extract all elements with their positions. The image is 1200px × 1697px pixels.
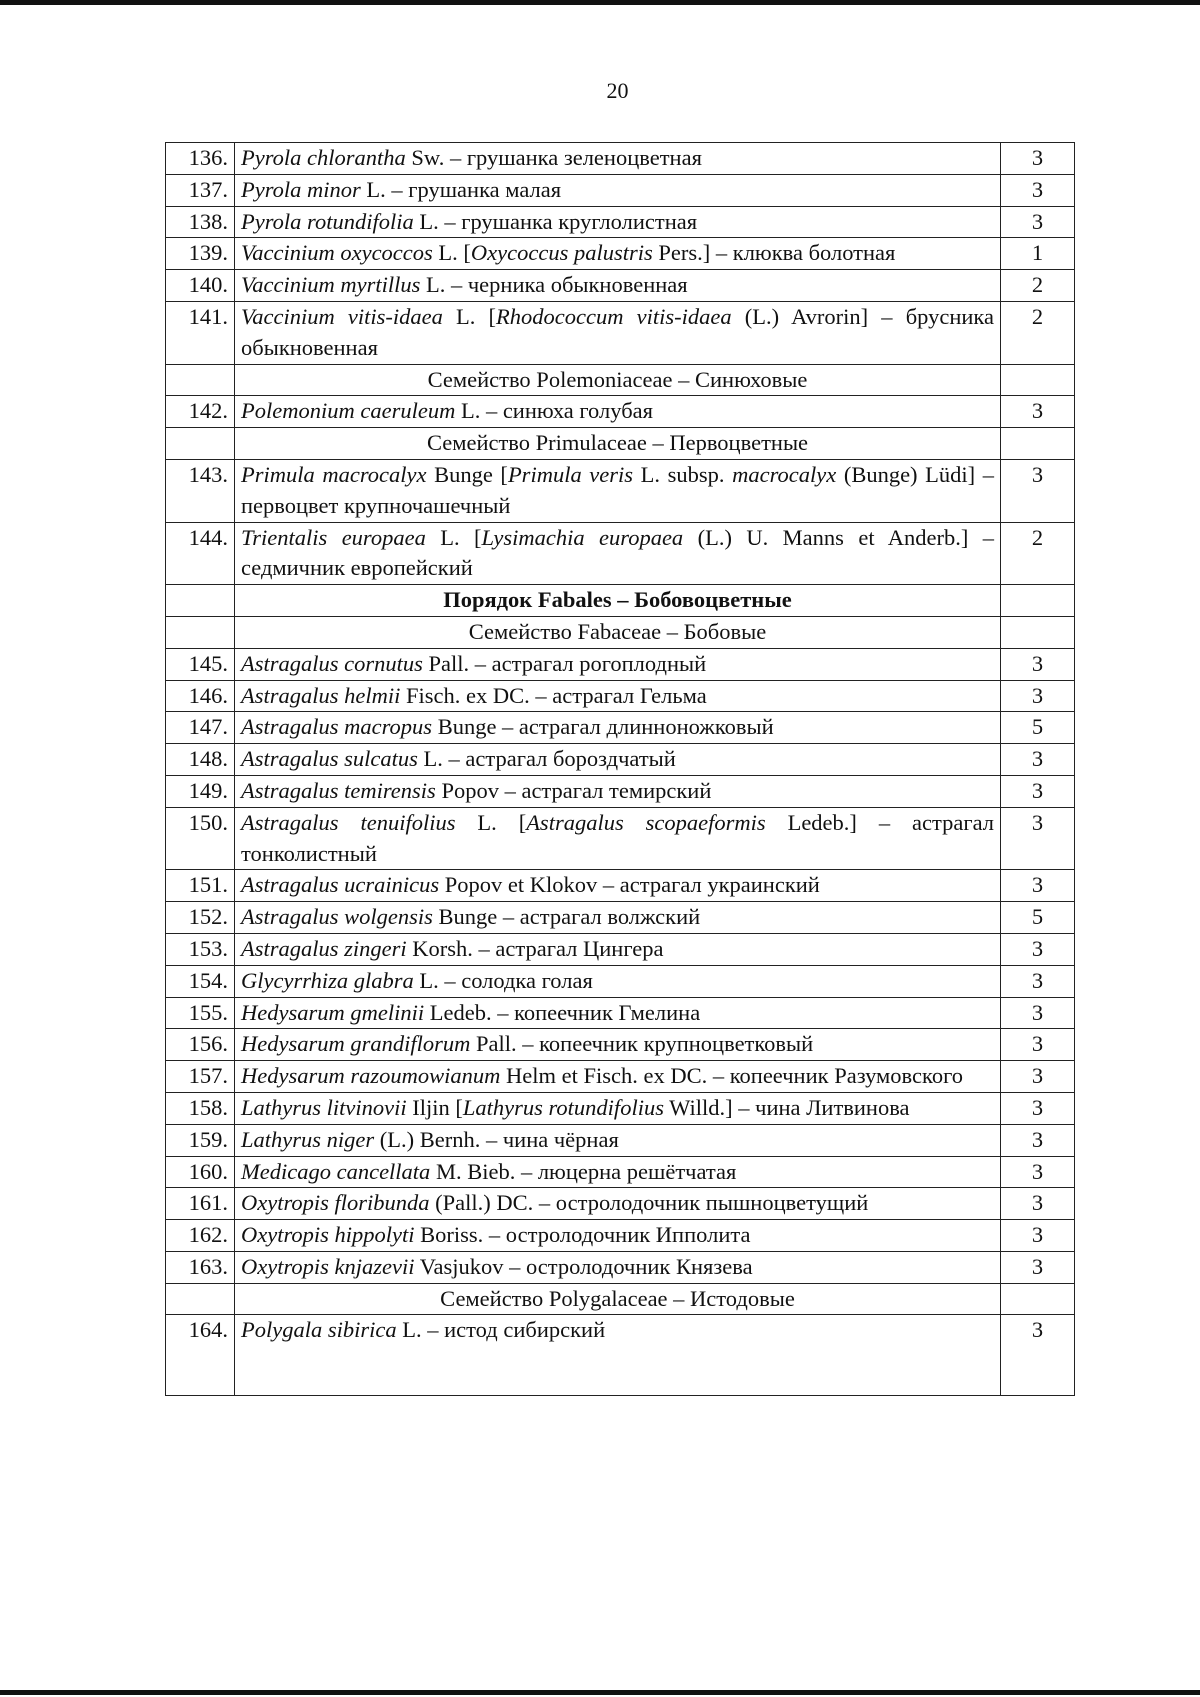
protection-category: 3 — [1001, 459, 1075, 522]
description-text: (L.) Avrorin] – брусника обыкновенная — [241, 303, 994, 360]
species-description — [235, 459, 1001, 522]
species-description — [235, 1029, 1001, 1061]
protection-category: 2 — [1001, 522, 1075, 585]
latin-name: Astragalus helmii — [241, 682, 401, 708]
protection-category: 3 — [1001, 1156, 1075, 1188]
species-row — [166, 1061, 1075, 1093]
description-text: (Pall.) DC. – остролодочник пышноцветущий — [429, 1190, 869, 1216]
family-header-row — [166, 1283, 1075, 1315]
species-row — [166, 1092, 1075, 1124]
latin-name: Vaccinium oxycoccos — [241, 240, 433, 266]
latin-name: Oxytropis knjazevii — [241, 1253, 415, 1279]
row-number: 152. — [166, 902, 235, 934]
protection-category: 3 — [1001, 648, 1075, 680]
empty-category-cell — [1001, 428, 1075, 460]
row-number: 140. — [166, 270, 235, 302]
protection-category: 3 — [1001, 933, 1075, 965]
description-text: Pall. – копеечник крупноцветковый — [470, 1031, 814, 1057]
latin-name: Astragalus macropus — [241, 714, 433, 740]
order-name: Порядок Fabales – Бобовоцветные — [235, 585, 1001, 617]
latin-name: Rhodococcum vitis-idaea — [496, 303, 732, 329]
protection-category: 3 — [1001, 396, 1075, 428]
description-text: Ledeb. – копеечник Гмелина — [424, 999, 701, 1025]
protection-category: 3 — [1001, 1315, 1075, 1396]
row-number: 153. — [166, 933, 235, 965]
species-row — [166, 174, 1075, 206]
latin-name: Hedysarum gmelinii — [241, 999, 425, 1025]
species-row — [166, 1188, 1075, 1220]
description-text: Fisch. ex DC. – астрагал Гельма — [400, 682, 707, 708]
description-text: Boriss. – остролодочник Ипполита — [414, 1222, 751, 1248]
empty-number-cell — [166, 1283, 235, 1315]
species-row — [166, 1156, 1075, 1188]
species-description — [235, 1188, 1001, 1220]
species-description — [235, 1061, 1001, 1093]
latin-name: Astragalus zingeri — [241, 935, 407, 961]
description-text: L. – грушанка круглолистная — [413, 208, 698, 234]
protection-category: 3 — [1001, 1188, 1075, 1220]
empty-number-cell — [166, 616, 235, 648]
species-row — [166, 648, 1075, 680]
species-row — [166, 238, 1075, 270]
species-description — [235, 744, 1001, 776]
species-description — [235, 807, 1001, 870]
description-text: (Bunge) Lüdi] – первоцвет крупночашечный — [241, 461, 994, 518]
empty-number-cell — [166, 428, 235, 460]
species-table — [165, 142, 1075, 1396]
description-text: Korsh. – астрагал Цингера — [406, 935, 664, 961]
description-text: Bunge – астрагал волжский — [432, 904, 701, 930]
family-name: Семейство Fabaceae – Бобовые — [235, 616, 1001, 648]
latin-name: Primula macrocalyx — [241, 461, 427, 487]
species-row — [166, 396, 1075, 428]
latin-name: Medicago cancellata — [241, 1158, 431, 1184]
description-text: L. – солодка голая — [413, 967, 593, 993]
protection-category: 3 — [1001, 174, 1075, 206]
species-row — [166, 902, 1075, 934]
protection-category: 3 — [1001, 1092, 1075, 1124]
species-description — [235, 775, 1001, 807]
species-description — [235, 870, 1001, 902]
page-number: 20 — [606, 78, 629, 103]
latin-name: Astragalus sulcatus — [241, 746, 418, 772]
latin-name: Trientalis europaea — [241, 524, 426, 550]
protection-category: 3 — [1001, 807, 1075, 870]
description-text: Iljin [ — [406, 1094, 463, 1120]
latin-name: Lathyrus rotundifolius — [462, 1094, 664, 1120]
latin-name: Pyrola chlorantha — [241, 145, 406, 170]
row-number: 142. — [166, 396, 235, 428]
description-text: L. [ — [432, 240, 471, 266]
species-row — [166, 744, 1075, 776]
empty-category-cell — [1001, 585, 1075, 617]
species-row — [166, 1251, 1075, 1283]
protection-category: 3 — [1001, 997, 1075, 1029]
species-description — [235, 1220, 1001, 1252]
description-text: Bunge – астрагал длинноножковый — [432, 714, 774, 740]
row-number: 157. — [166, 1061, 235, 1093]
species-row — [166, 143, 1075, 175]
species-row — [166, 301, 1075, 364]
species-description — [235, 143, 1001, 175]
empty-category-cell — [1001, 616, 1075, 648]
latin-name: Oxytropis hippolyti — [241, 1222, 415, 1248]
description-text: L. – астрагал бороздчатый — [417, 746, 676, 772]
latin-name: Hedysarum razoumowianum — [241, 1063, 501, 1089]
protection-category: 3 — [1001, 680, 1075, 712]
protection-category: 3 — [1001, 870, 1075, 902]
latin-name: Astragalus wolgensis — [241, 904, 433, 930]
species-description — [235, 396, 1001, 428]
description-text: (L.) Bernh. – чина чёрная — [374, 1126, 619, 1152]
description-text: (L.) U. Manns et Anderb.] – седмичник европейский — [241, 524, 995, 581]
row-number: 161. — [166, 1188, 235, 1220]
species-row — [166, 459, 1075, 522]
empty-category-cell — [1001, 364, 1075, 396]
family-name: Семейство Primulaceae – Первоцветные — [235, 428, 1001, 460]
species-row — [166, 870, 1075, 902]
latin-name: Lathyrus litvinovii — [241, 1094, 407, 1120]
row-number: 162. — [166, 1220, 235, 1252]
latin-name: Astragalus ucrainicus — [241, 872, 440, 898]
family-header-row — [166, 428, 1075, 460]
species-row — [166, 522, 1075, 585]
row-number: 148. — [166, 744, 235, 776]
description-text: Vasjukov – остролодочник Князева — [414, 1253, 753, 1279]
row-number: 141. — [166, 301, 235, 364]
description-text: Ledeb.] – астрагал тонколистный — [241, 809, 994, 866]
latin-name: Astragalus tenuifolius — [241, 809, 456, 835]
latin-name: Lysimachia europaea — [481, 524, 684, 550]
species-row — [166, 270, 1075, 302]
protection-category: 3 — [1001, 1124, 1075, 1156]
protection-category: 5 — [1001, 712, 1075, 744]
species-description — [235, 301, 1001, 364]
protection-category: 3 — [1001, 775, 1075, 807]
row-number: 137. — [166, 174, 235, 206]
protection-category: 1 — [1001, 238, 1075, 270]
species-description — [235, 997, 1001, 1029]
species-description — [235, 680, 1001, 712]
row-number: 159. — [166, 1124, 235, 1156]
protection-category: 2 — [1001, 270, 1075, 302]
species-description — [235, 1092, 1001, 1124]
protection-category: 5 — [1001, 902, 1075, 934]
row-number: 150. — [166, 807, 235, 870]
bottom-border-line — [0, 1690, 1200, 1695]
latin-name: Hedysarum grandiflorum — [241, 1031, 471, 1057]
description-text: Pall. – астрагал рогоплодный — [422, 650, 707, 676]
description-text: L. – синюха голубая — [455, 398, 653, 424]
protection-category: 3 — [1001, 206, 1075, 238]
row-number: 151. — [166, 870, 235, 902]
latin-name: Oxytropis floribunda — [241, 1190, 430, 1216]
species-description — [235, 933, 1001, 965]
empty-number-cell — [166, 364, 235, 396]
species-description — [235, 1156, 1001, 1188]
protection-category: 2 — [1001, 301, 1075, 364]
row-number: 156. — [166, 1029, 235, 1061]
species-row — [166, 933, 1075, 965]
description-text: Pers.] – клюква болотная — [652, 240, 896, 266]
species-row — [166, 206, 1075, 238]
latin-name: Vaccinium vitis-idaea — [241, 303, 443, 329]
species-table-body — [166, 143, 1075, 1396]
latin-name: macrocalyx — [732, 461, 837, 487]
empty-number-cell — [166, 585, 235, 617]
row-number: 144. — [166, 522, 235, 585]
species-description — [235, 1124, 1001, 1156]
species-row — [166, 1315, 1075, 1396]
row-number: 145. — [166, 648, 235, 680]
species-description — [235, 902, 1001, 934]
row-number: 138. — [166, 206, 235, 238]
protection-category: 3 — [1001, 1220, 1075, 1252]
family-name: Семейство Polygalaceae – Истодовые — [235, 1283, 1001, 1315]
description-text: M. Bieb. – люцерна решётчатая — [430, 1158, 737, 1184]
description-text: Sw. – грушанка зеленоцветная — [405, 145, 702, 170]
species-description — [235, 270, 1001, 302]
description-text: L. [ — [455, 809, 527, 835]
family-name: Семейство Polemoniaceae – Синюховые — [235, 364, 1001, 396]
species-row — [166, 1029, 1075, 1061]
row-number: 139. — [166, 238, 235, 270]
latin-name: Astragalus scopaeformis — [526, 809, 766, 835]
row-number: 160. — [166, 1156, 235, 1188]
family-header-row — [166, 616, 1075, 648]
species-row — [166, 965, 1075, 997]
protection-category: 3 — [1001, 1029, 1075, 1061]
species-row — [166, 807, 1075, 870]
latin-name: Polemonium caeruleum — [241, 398, 456, 424]
latin-name: Astragalus temirensis — [241, 777, 436, 803]
row-number: 164. — [166, 1315, 235, 1396]
species-row — [166, 680, 1075, 712]
latin-name: Primula veris — [507, 461, 634, 487]
description-text: L. [ — [425, 524, 482, 550]
species-description — [235, 965, 1001, 997]
species-description — [235, 1315, 1001, 1396]
latin-name: Pyrola rotundifolia — [241, 208, 414, 234]
species-description — [235, 648, 1001, 680]
row-number: 147. — [166, 712, 235, 744]
row-number: 146. — [166, 680, 235, 712]
description-text: L. – черника обыкновенная — [420, 272, 688, 298]
protection-category: 3 — [1001, 744, 1075, 776]
row-number: 143. — [166, 459, 235, 522]
description-text: L. subsp. — [633, 461, 733, 487]
species-row — [166, 712, 1075, 744]
species-description — [235, 712, 1001, 744]
species-row — [166, 997, 1075, 1029]
family-header-row — [166, 364, 1075, 396]
species-row — [166, 775, 1075, 807]
species-description — [235, 238, 1001, 270]
row-number: 158. — [166, 1092, 235, 1124]
species-description — [235, 206, 1001, 238]
latin-name: Glycyrrhiza glabra — [241, 967, 414, 993]
species-row — [166, 1124, 1075, 1156]
top-border-line — [0, 0, 1200, 5]
protection-category: 3 — [1001, 1061, 1075, 1093]
species-description — [235, 1251, 1001, 1283]
row-number: 163. — [166, 1251, 235, 1283]
protection-category: 3 — [1001, 965, 1075, 997]
description-text: Helm et Fisch. ex DC. – копеечник Разумовского — [500, 1063, 963, 1089]
protection-category: 3 — [1001, 143, 1075, 175]
latin-name: Vaccinium myrtillus — [241, 272, 421, 298]
row-number: 155. — [166, 997, 235, 1029]
species-row — [166, 1220, 1075, 1252]
latin-name: Pyrola minor — [241, 176, 361, 202]
description-text: Popov – астрагал темирский — [435, 777, 712, 803]
description-text: Bunge [ — [426, 461, 508, 487]
latin-name: Polygala sibirica — [241, 1317, 397, 1343]
order-header-row — [166, 585, 1075, 617]
description-text: Willd.] – чина Литвинова — [663, 1094, 910, 1120]
protection-category: 3 — [1001, 1251, 1075, 1283]
description-text: L. [ — [442, 303, 497, 329]
description-text: L. – истод сибирский — [396, 1317, 606, 1343]
latin-name: Oxycoccus palustris — [470, 240, 653, 266]
row-number: 149. — [166, 775, 235, 807]
row-number: 136. — [166, 143, 235, 175]
empty-category-cell — [1001, 1283, 1075, 1315]
species-description — [235, 522, 1001, 585]
description-text: L. – грушанка малая — [360, 176, 562, 202]
species-description — [235, 174, 1001, 206]
description-text: Popov et Klokov – астрагал украинский — [439, 872, 820, 898]
latin-name: Astragalus cornutus — [241, 650, 423, 676]
latin-name: Lathyrus niger — [241, 1126, 375, 1152]
row-number: 154. — [166, 965, 235, 997]
